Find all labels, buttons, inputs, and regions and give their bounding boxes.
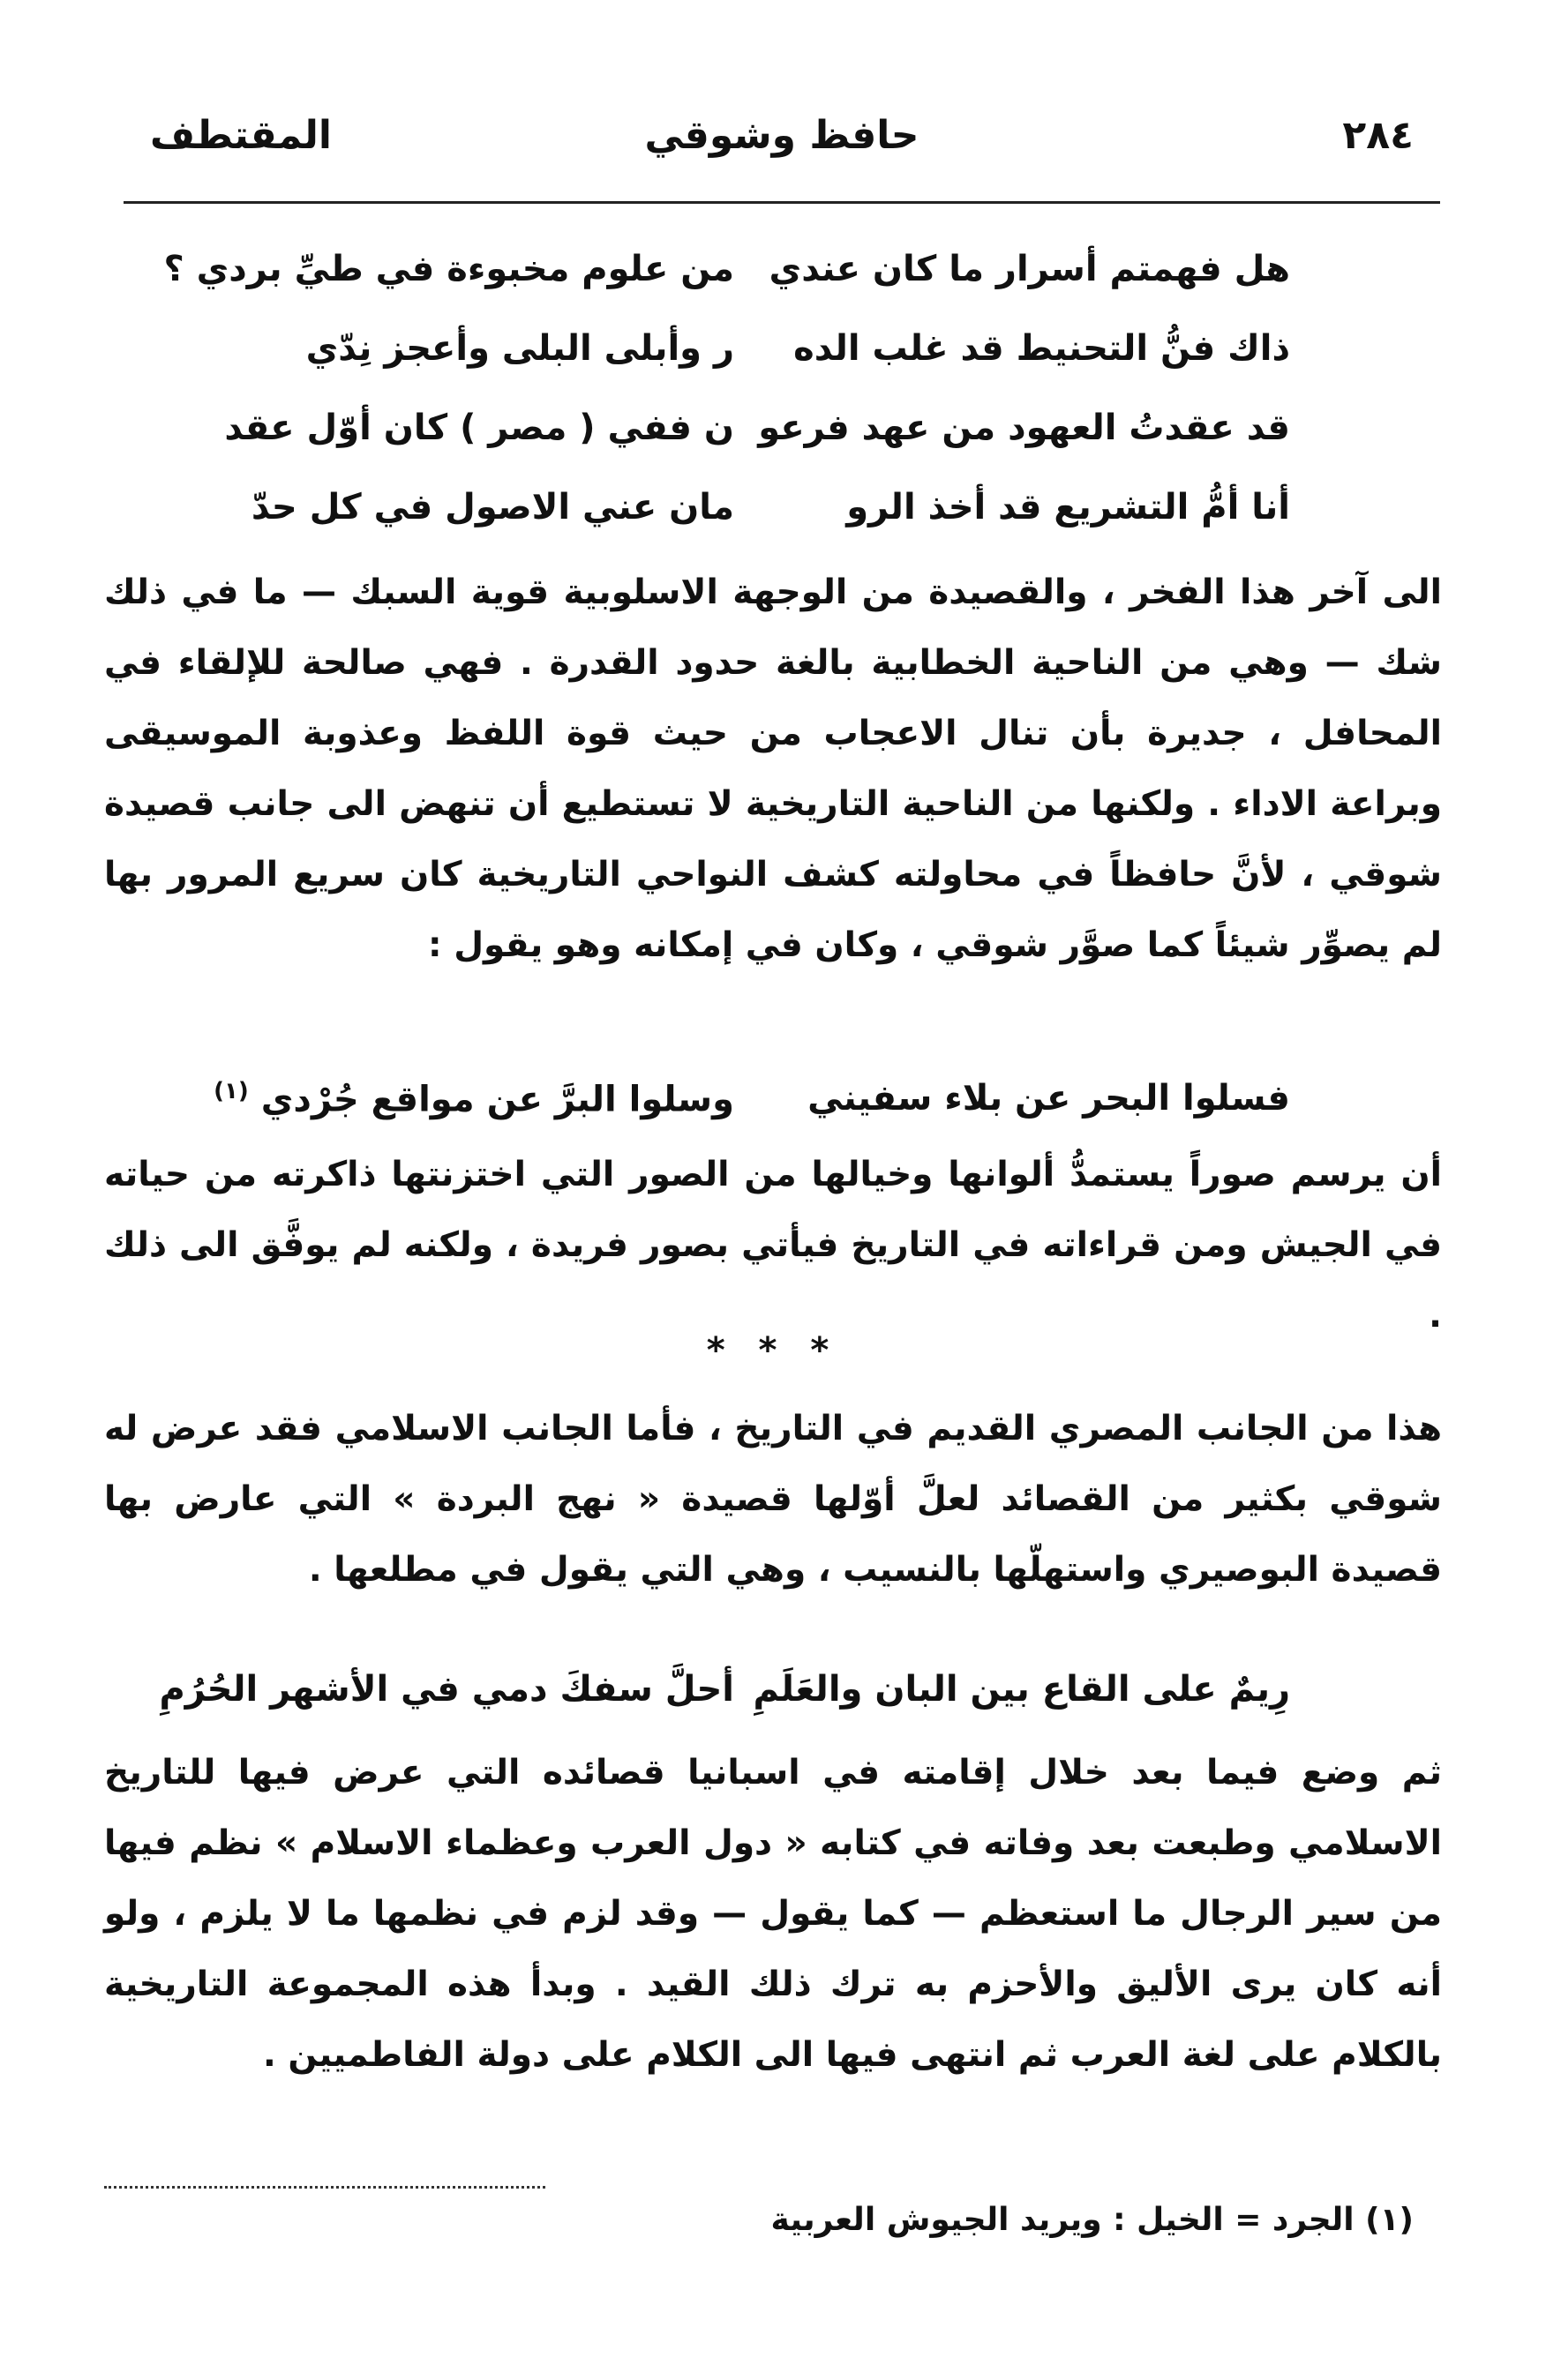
verse-hemistich-left-text: وسلوا البرَّ عن مواقع جُرْدي [260, 1079, 734, 1120]
verse-hemistich-left: مان عني الاصول في كل حدّ [251, 487, 734, 528]
verse-hemistich-left: ن ففي ( مصر ) كان أوّل عقد [224, 408, 734, 448]
journal-name: المقتطف [150, 113, 332, 158]
verse-hemistich-left [152, 1078, 734, 1119]
footnote: (١) الجرد = الخيل : ويريد الجيوش العربية [770, 2202, 1414, 2238]
footnote-rule [104, 2186, 545, 2189]
verse-hemistich-right: قد عقدتُ العهود من عهد فرعو [758, 408, 1290, 448]
verse-line [0, 408, 1546, 478]
verse-hemistich-left: أحلَّ سفكَ دمي في الأشهر الحُرُمِ [159, 1669, 734, 1710]
verse-hemistich-right: ذاك فنُّ التحنيط قد غلب الده [793, 328, 1290, 369]
verse-line [0, 1078, 1546, 1149]
verse-hemistich-left: من علوم مخبوءة في طيِّ بردي ؟ [163, 249, 734, 289]
page-number: ٢٨٤ [1342, 113, 1414, 158]
verse-hemistich-right: رِيمٌ على القاع بين البان والعَلَمِ [753, 1669, 1290, 1710]
running-title: حافظ وشوقي [644, 113, 919, 158]
verse-line [0, 249, 1546, 319]
verse-line [0, 487, 1546, 558]
body-paragraph: ثم وضع فيما بعد خلال إقامته في اسبانيا قصائده التي عرض فيها للتاريخ الاسلامي وطبعت بعد وفاته في كتابه « دول العرب وعظماء الاسلام » نظم فيها من سير الرجال ما استعظم — كما يقول — وقد لزم في نظمها ما لا يلزم ، ولو أنه كان يرى الأليق والأحزم به ترك ذلك القيد . وبدأ هذه المجموعة التاريخية بالكلام على لغة العرب ثم انتهى فيها الى الكلام على دولة الفاطميين . [104, 1753, 1442, 2075]
body-paragraph: أن يرسم صوراً يستمدُّ ألوانها وخيالها من الصور التي اختزنتها ذاكرته من حياته في الجيش ومن قراءاته في التاريخ فيأتي بصور فريدة ، ولكنه لم يوفَّق الى ذلك . [104, 1155, 1442, 1336]
verse-line [0, 1669, 1546, 1740]
footnote-marker: (١) [214, 1078, 249, 1104]
verse-hemistich-right: هل فهمتم أسرار ما كان عندي [769, 249, 1290, 289]
header-rule [124, 201, 1440, 204]
section-separator: * * * [706, 1330, 840, 1371]
verse-hemistich-left: ر وأبلى البلى وأعجز نِدّي [305, 328, 734, 369]
page-header [150, 113, 1414, 175]
verse-line [0, 328, 1546, 399]
verse-hemistich-right: أنا أمُّ التشريع قد أخذ الرو [846, 487, 1290, 528]
body-paragraph: الى آخر هذا الفخر ، والقصيدة من الوجهة الاسلوبية قوية السبك — ما في ذلك شك — وهي من الناحية الخطابية بالغة حدود القدرة . فهي صالحة للإلقاء في المحافل ، جديرة بأن تنال الاعجاب من حيث قوة اللفظ وعذوبة الموسيقى وبراعة الاداء . ولكنها من الناحية التاريخية لا تستطيع أن تنهض الى جانب قصيدة شوقي ، لأنَّ حافظاً في محاولته كشف النواحي التاريخية كان سريع المرور بها لم يصوِّر شيئاً كما صوَّر شوقي ، وكان في إمكانه وهو يقول : [104, 573, 1442, 965]
verse-hemistich-right: فسلوا البحر عن بلاء سفيني [807, 1078, 1290, 1119]
body-paragraph: هذا من الجانب المصري القديم في التاريخ ، فأما الجانب الاسلامي فقد عرض له شوقي بكثير من القصائد لعلَّ أوّلها قصيدة « نهج البردة » التي عارض بها قصيدة البوصيري واستهلّها بالنسيب ، وهي التي يقول في مطلعها . [104, 1409, 1442, 1590]
